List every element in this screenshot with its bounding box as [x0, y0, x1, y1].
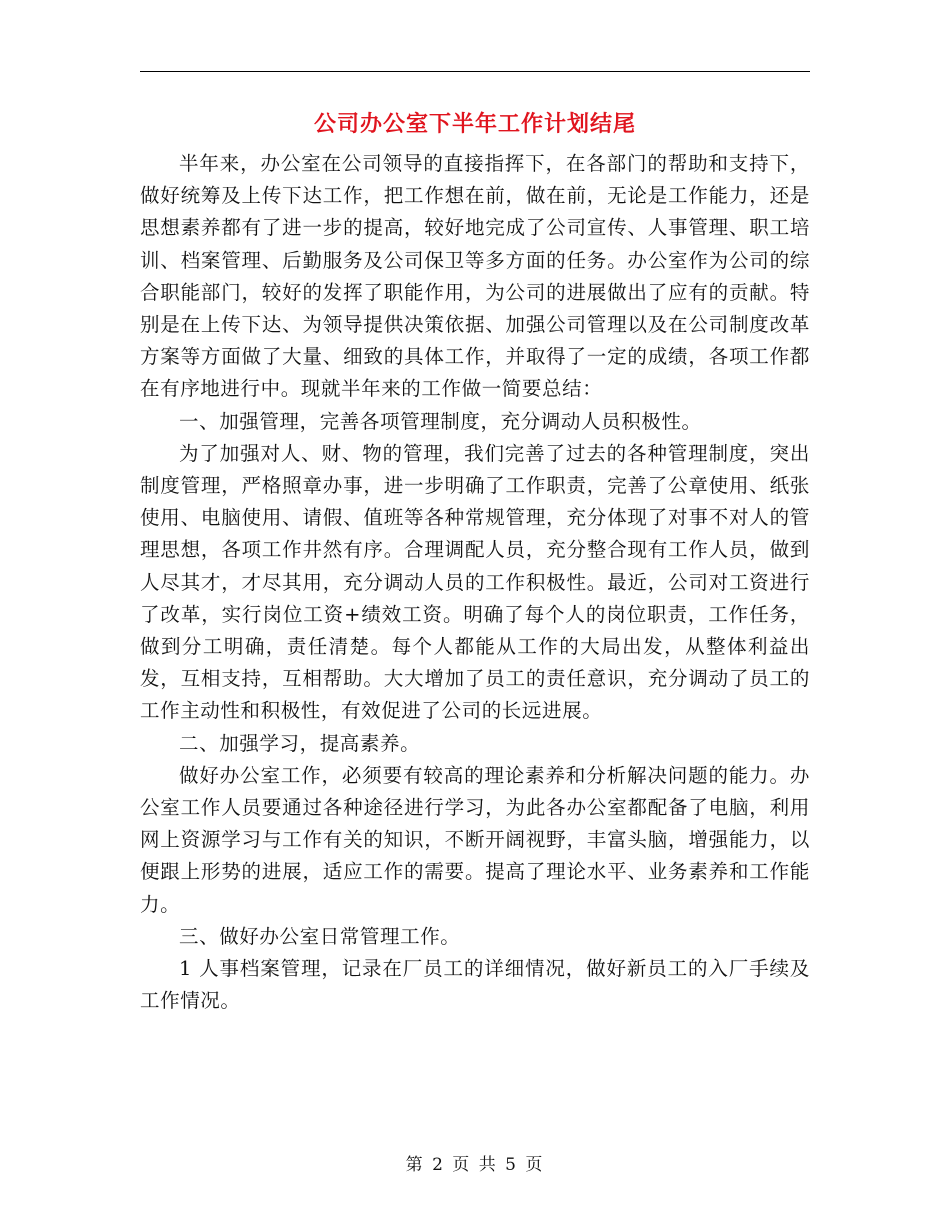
intro-paragraph: 半年来，办公室在公司领导的直接指挥下，在各部门的帮助和支持下，做好统筹及上传下达工作，把工作想在前，做在前，无论是工作能力，还是思想素养都有了进一步的提高，较好地完成了公司宣传、人事管理、职工培训、档案管理、后勤服务及公司保卫等多方面的任务。办公室作为公司的综合职能部门，较好的发挥了职能作用，为公司的进展做出了应有的贡献。特别是在上传下达、为领导提供决策依据、加强公司管理以及在公司制度改革方案等方面做了大量、细致的具体工作，并取得了一定的成绩，各项工作都在有序地进行中。现就半年来的工作做一简要总结：: [140, 152, 810, 401]
page-number: 第 2 页 共 5 页: [405, 1155, 545, 1175]
section-1-paragraph: 为了加强对人、财、物的管理，我们完善了过去的各种管理制度，突出制度管理，严格照章办事，进一步明确了工作职责，完善了公章使用、纸张使用、电脑使用、请假、值班等各种常规管理，充分体现了对事不对人的管理思想，各项工作井然有序。合理调配人员，充分整合现有工作人员，做到人尽其才，才尽其用，充分调动人员的工作积极性。最近，公司对工资进行了改革，实行岗位工资+绩效工资。明确了每个人的岗位职责，工作任务，做到分工明确，责任清楚。每个人都能从工作的大局出发，从整体利益出发，互相支持，互相帮助。大大增加了员工的责任意识，充分调动了员工的工作主动性和积极性，有效促进了公司的长远进展。: [140, 441, 810, 723]
document-body: [140, 148, 810, 1017]
section-heading-1: 一、加强管理，完善各项管理制度，充分调动人员积极性。: [179, 409, 702, 433]
section-2-paragraph: 做好办公室工作，必须要有较高的理论素养和分析解决问题的能力。办公室工作人员要通过各种途径进行学习，为此各办公室都配备了电脑，利用网上资源学习与工作有关的知识，不断开阔视野，丰富头脑，增强能力，以便跟上形势的进展，适应工作的需要。提高了理论水平、业务素养和工作能力。: [140, 763, 810, 916]
section-heading-3: 三、做好办公室日常管理工作。: [179, 924, 461, 948]
document-title: 公司办公室下半年工作计划结尾: [313, 111, 636, 137]
header-rule: [140, 71, 810, 72]
section-3-item-1: 1 人事档案管理，记录在厂员工的详细情况，做好新员工的入厂手续及工作情况。: [140, 957, 810, 1013]
section-heading-2: 二、加强学习，提高素养。: [179, 731, 421, 755]
